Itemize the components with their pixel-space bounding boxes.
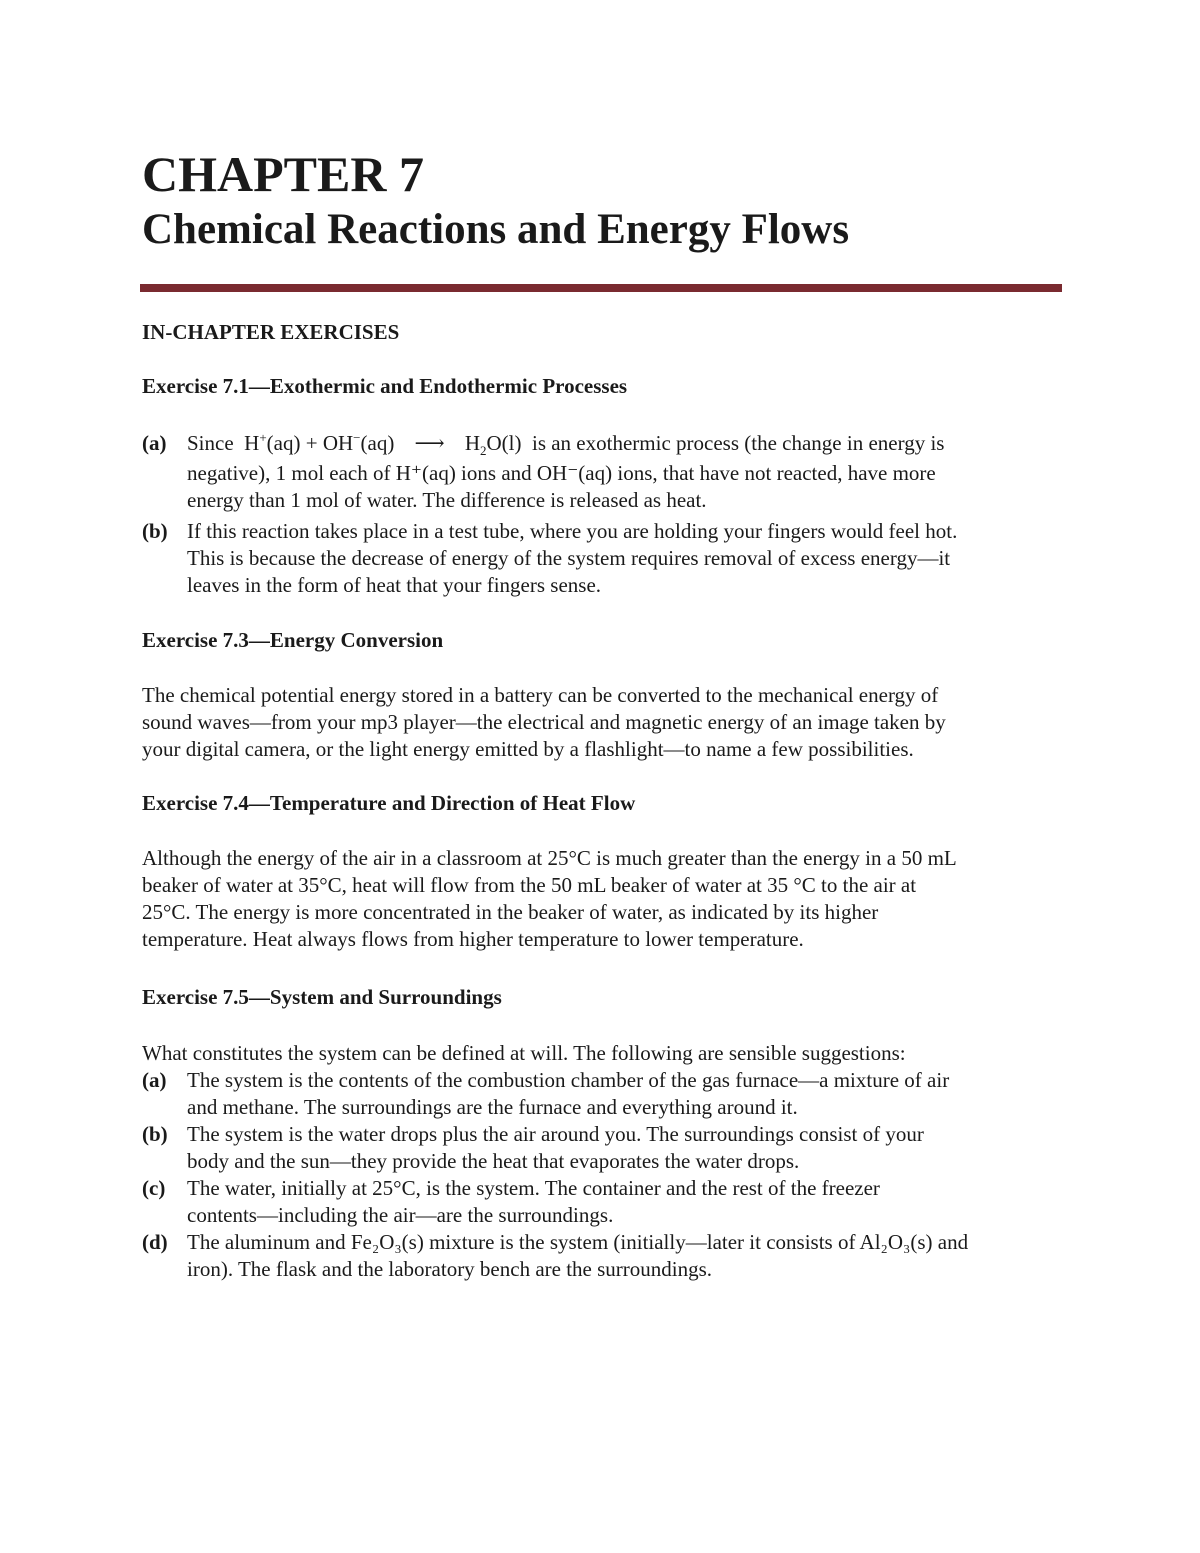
exercise-7-3-heading: Exercise 7.3—Energy Conversion [142, 628, 444, 652]
exercise-7-4-paragraph [142, 845, 1067, 953]
exercise-7-3-paragraph [142, 682, 1067, 763]
item-body [187, 1121, 1067, 1175]
eq-subscript-2: 2 [479, 443, 487, 459]
item-line: The system is the water drops plus the air around you. The surroundings consist of your [187, 1122, 924, 1146]
paragraph-line: temperature. Heat always flows from higher temperature to lower temperature. [142, 927, 804, 951]
item-body [187, 1175, 1067, 1229]
chapter-number: CHAPTER 7 [142, 146, 424, 202]
item-line: The system is the contents of the combustion chamber of the gas furnace—a mixture of air [187, 1068, 950, 1092]
item-label: (b) [142, 1122, 168, 1146]
eq-aq-oh: (aq) + OH [266, 431, 354, 455]
reaction-equation [244, 430, 522, 459]
item-label: (b) [142, 519, 168, 543]
exercise-7-1-item-b [142, 518, 1067, 602]
paragraph-line: beaker of water at 35°C, heat will flow from the 50 mL beaker of water at 35 °C to the air at [142, 873, 917, 897]
item-line: The aluminum and Fe₂O₃(s) mixture is the system (initially—later it consists of Al₂O₃(s) and [187, 1230, 969, 1254]
eq-h2: H [464, 431, 480, 455]
section-heading: IN-CHAPTER EXERCISES [142, 320, 400, 344]
exercise-7-5-intro [142, 1040, 1067, 1067]
paragraph-line: The chemical potential energy stored in a battery can be converted to the mechanical energy of [142, 683, 939, 707]
exercise-7-1-heading: Exercise 7.1—Exothermic and Endothermic Processes [142, 374, 628, 398]
paragraph-line: Although the energy of the air in a classroom at 25°C is much greater than the energy in a 50 mL [142, 846, 957, 870]
eq-minus-charge: − [353, 430, 361, 445]
item-line: energy than 1 mol of water. The difference is released as heat. [187, 488, 707, 512]
chapter-title: Chemical Reactions and Energy Flows [142, 206, 850, 253]
item-label: (d) [142, 1230, 168, 1254]
paragraph-line: your digital camera, or the light energy emitted by a flashlight—to name a few possibilities. [142, 737, 914, 761]
paragraph-line: sound waves—from your mp3 player—the electrical and magnetic energy of an image taken by [142, 710, 946, 734]
item-body [187, 1229, 1067, 1283]
item-line: This is because the decrease of energy of the system requires removal of excess energy—it [187, 546, 951, 570]
exercise-7-4-heading: Exercise 7.4—Temperature and Direction of Heat Flow [142, 791, 636, 815]
item-body [187, 1067, 1067, 1121]
exercise-7-1-item-a [142, 430, 1067, 514]
item-body [187, 518, 1067, 599]
reaction-arrow-icon: ⟶ [414, 431, 445, 455]
item-line: and methane. The surroundings are the furnace and everything around it. [187, 1095, 798, 1119]
eq-water: O(l) [486, 431, 522, 455]
item-line: contents—including the air—are the surroundings. [187, 1203, 614, 1227]
item-line: The water, initially at 25°C, is the system. The container and the rest of the freezer [187, 1176, 880, 1200]
item-body [187, 430, 1067, 514]
paragraph-line: 25°C. The energy is more concentrated in the beaker of water, as indicated by its higher [142, 900, 879, 924]
title-divider [140, 284, 1062, 292]
since-text: Since [187, 431, 234, 455]
eq-h: H [244, 431, 260, 455]
exercise-7-5-item-a [142, 1067, 1067, 1121]
eq-plus-charge: + [259, 430, 267, 445]
item-line-equation [187, 430, 1067, 457]
exercise-7-5-heading: Exercise 7.5—System and Surroundings [142, 985, 502, 1009]
eq-aq: (aq) [360, 431, 395, 455]
exercise-7-5-item-b [142, 1121, 1067, 1175]
item-line: If this reaction takes place in a test tube, where you are holding your fingers would feel hot. [187, 519, 958, 543]
item-line: negative), 1 mol each of H⁺(aq) ions and OH⁻(aq) ions, that have not reacted, have more [187, 461, 936, 485]
item-line: iron). The flask and the laboratory bench are the surroundings. [187, 1257, 713, 1281]
paragraph-line: What constitutes the system can be defined at will. The following are sensible suggestions: [142, 1041, 906, 1065]
item-line: leaves in the form of heat that your fingers sense. [187, 573, 602, 597]
exercise-7-5-item-d [142, 1229, 1067, 1283]
item-label: (a) [142, 1068, 167, 1092]
line-rest: is an exothermic process (the change in energy is [531, 431, 945, 455]
item-line: body and the sun—they provide the heat that evaporates the water drops. [187, 1149, 800, 1173]
exercise-7-5-item-c [142, 1175, 1067, 1229]
item-label: (a) [142, 431, 167, 455]
item-label: (c) [142, 1176, 166, 1200]
